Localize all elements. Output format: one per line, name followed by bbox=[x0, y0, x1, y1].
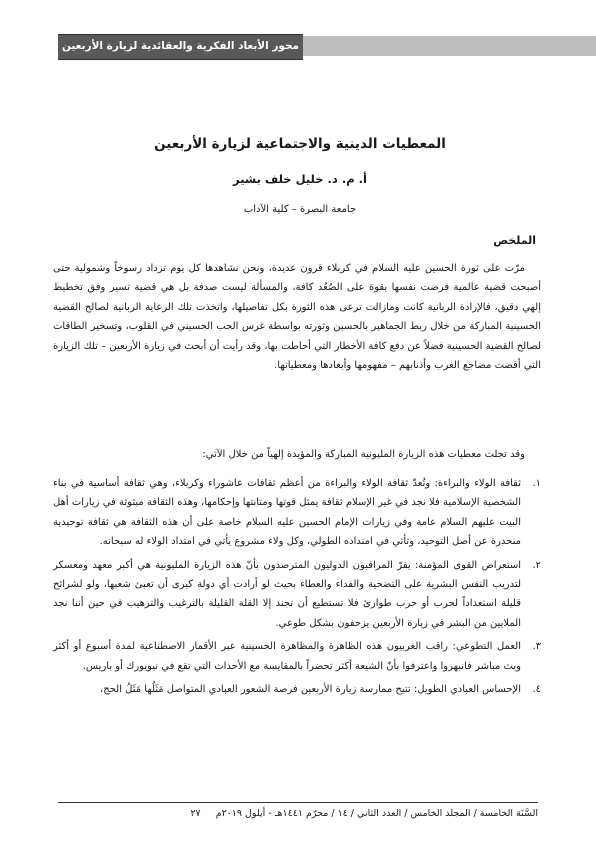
list-item-number: ٤. bbox=[532, 684, 541, 696]
list-item-text: استعراض القوى المؤمنة: يقرّ المراقبون الدوليون المترصدون بأنّ هذه الزيارة المليونية هي أكبر معهد ومعسكر لتدريب النفس البشرية على التضحية والفداء والعطاء بحيث لو أرادت أي دولة كبرى أن تعبئ شعبها، ولو لشرائح قليلة استعداداً لحرب أو حرب طوارئ فلا تستطيع أن تجند إلا القلة القليلة بالترغيب والترهيب في حين أننا نجد الملايين من البشر في زيارة الأربعين يزحفون بشكل طوعي. bbox=[53, 559, 521, 629]
list-item bbox=[53, 680, 541, 699]
findings-list bbox=[53, 474, 541, 703]
list-item-text: العمل التطوعي: راقب الغربيون هذه الظاهرة والمظاهرة الحسينية عبر الأقمار الاصطناعية لمدة أسبوع أو أكثر وبث مباشر فانبهروا واعترفوا بأنّ الشيعة أكثر تحضراً بالمقايسة مع الأحداث التي تقع في نيويورك أو باريس. bbox=[53, 641, 521, 672]
footer bbox=[60, 808, 538, 819]
article-title: المعطيات الدينية والاجتماعية لزيارة الأربعين bbox=[154, 136, 446, 152]
journal-citation: السَّنَة الخامسة / المجلد الخامس / العدد الثاني / ١٤ / محرّم ١٤٤١هـ - أيلول ٢٠١٩م bbox=[215, 808, 538, 819]
abstract-paragraph-1: مرّت على ثورة الحسين عليه السلام في كربلاء قرون عديدة، ونحن نشاهدها كل يوم تزداد رسوخاً وشمولية حتى أصبحت قضية عالمية فرضت نفسها بقوة على الصُعُد كافة، والمسألة ليست صدفة بل هي قضية تسير وفق تخطيط إلهي دقيق، فالإرادة الربانية كانت ومازالت ترعى هذه الثورة بكل تفاصيلها، واتخذت تلك الرعاية الربانية لصالح القضية الحسينية المباركة من خلال ربط الجماهير بالحسين وثورته بواسطة غرس الحب الحسيني في القلوب، وتسخير الطاقات لصالح القضية الحسينية فضلاً عن دفع كافة الأخطار التي أحاطت بها، وقد رأيت أن أبحث في زيارة الأربعين – تلك الزيارة التي أقضت مضاجع الغرب وأذنابهم – مفهومها وأبعادها ومعطياتها. bbox=[53, 263, 541, 372]
author-affiliation: جامعة البصرة – كلية الآداب bbox=[243, 204, 357, 215]
list-item bbox=[53, 474, 541, 552]
abstract-paragraph-2: وقد تجلت معطيات هذه الزيارة المليونية المباركة والمؤيدة إلهياً من خلال الآتي: bbox=[202, 449, 525, 460]
abstract-heading: الملخص bbox=[493, 234, 536, 247]
list-item-text: الإحساس العبادي الطويل: تتيح ممارسة زيارة الأربعين فرصة الشعور العبادي المتواصل مَثَلُها مَثَلُ الحج، bbox=[100, 684, 521, 696]
list-item-text: ثقافة الولاء والبراءة: وتُعدّ ثقافة الولاء والبراءة من أعظم ثقافات عاشوراء وكربلاء، وهي ثقافة أساسية في بناء الشخصية الإسلامية فلا نجد في غير الإسلام ثقافة يمثل قوتها ومتانتها وإحكامها، وهذه الثقافة مبثوثة في زيارات أهل البيت عليهم السلام عامة وفي زيارات الإمام الحسين عليه السلام خاصة على أن هذه الثقافة هي ثقافة توحيدية منحدرة عن أصل التوحيد، وتأتي في امتداده الطولي، وكل ولاء مشروع يأتي في امتداد الولاء له سبحانه. bbox=[53, 478, 521, 548]
list-item-number: ١. bbox=[532, 478, 541, 489]
header-light-band bbox=[303, 36, 596, 56]
list-item-number: ٢. bbox=[532, 559, 541, 571]
author-name: أ. م. د. خليل خلف بشير bbox=[233, 172, 367, 186]
list-item-number: ٣. bbox=[532, 641, 541, 653]
running-header bbox=[58, 28, 596, 64]
list-item bbox=[53, 556, 541, 634]
running-title: محور الأبعاد الفكرية والعقائدية لزيارة الأربعين bbox=[61, 40, 300, 52]
page-number: ٢٧ bbox=[190, 808, 201, 819]
footer-divider bbox=[58, 802, 538, 803]
list-item bbox=[53, 637, 541, 676]
